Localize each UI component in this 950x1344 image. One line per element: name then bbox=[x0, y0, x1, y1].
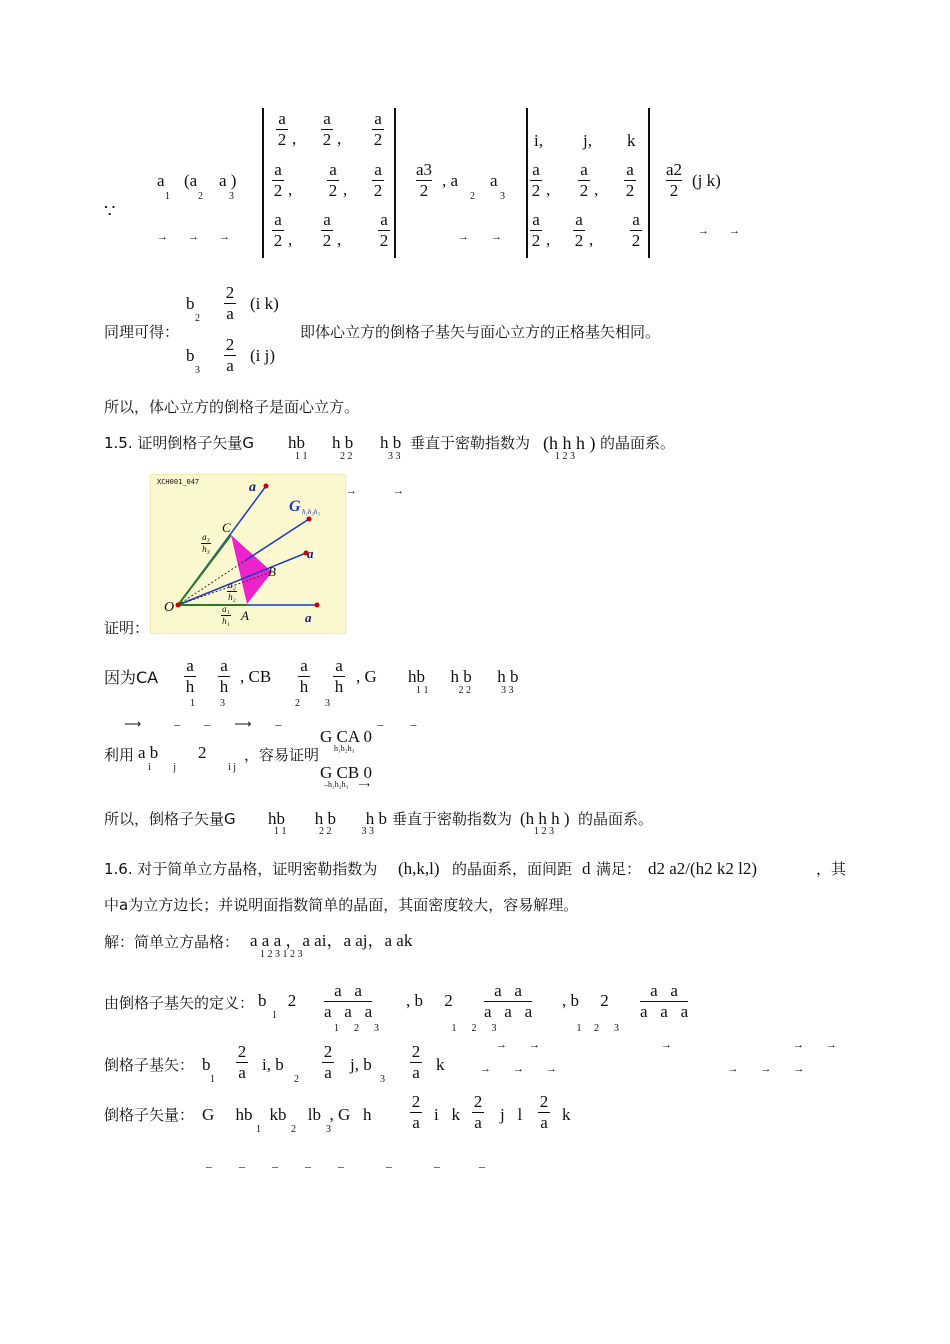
ca-frac2: a h bbox=[219, 656, 229, 696]
det1-r2c1: a 2 bbox=[273, 160, 283, 200]
a-cube-over-2: a3 2 bbox=[416, 160, 433, 200]
p16-line2: 中a为立方边长；并说明面指数简单的晶面，其面密度较大，容易解理。 bbox=[104, 896, 579, 914]
comma: , bbox=[343, 180, 348, 199]
cb-frac2: a h bbox=[334, 656, 344, 696]
recip-i: i, b bbox=[262, 1055, 284, 1074]
det1-left-bar bbox=[262, 108, 264, 258]
label-a1: a bbox=[305, 610, 312, 625]
def-subs: 1 2 3 1 2 3 1 2 3 bbox=[334, 1023, 619, 1034]
det2-r2c1: a 2 bbox=[531, 160, 541, 200]
p15-head: 1.5. 证明倒格子矢量G bbox=[104, 434, 255, 452]
b2-label: b bbox=[186, 294, 195, 313]
recip-frac3: 2 a bbox=[411, 1042, 421, 1082]
conclusion: 所以，体心立方的倒格子是面心立方。 bbox=[104, 398, 360, 416]
label-O: O bbox=[164, 600, 175, 615]
det1-r1c1: a 2 bbox=[277, 109, 287, 149]
origin-point bbox=[176, 603, 181, 608]
label-a3: a bbox=[249, 480, 256, 495]
comma-g: , G bbox=[356, 667, 377, 686]
arrow-row-2: →→ bbox=[458, 231, 524, 243]
g-tip bbox=[307, 517, 312, 522]
label-A: A bbox=[241, 608, 249, 623]
because-symbol: ∵ bbox=[104, 201, 116, 221]
so-perp: 垂直于密勒指数为 bbox=[392, 810, 513, 828]
def-frac3: a a a a a bbox=[640, 981, 689, 1021]
def-b1-sub: 1 bbox=[272, 1010, 277, 1021]
p16-d: d bbox=[582, 859, 591, 878]
def-frac2: a a a a a bbox=[484, 981, 533, 1021]
label-G-sub: h₁h₂h₃ bbox=[302, 508, 320, 516]
recip-b3-sub: 3 bbox=[380, 1074, 385, 1085]
lattice-figure bbox=[150, 474, 346, 634]
frac-a3-h3: a₃ h₃ bbox=[202, 532, 210, 555]
b3-frac: 2 a bbox=[225, 335, 235, 375]
a3-label: a bbox=[490, 171, 498, 190]
b3-label: b bbox=[186, 346, 195, 365]
p15-s33: 3 3 bbox=[388, 451, 401, 462]
p16-line1: 1.6. 对于简单立方晶格，证明密勒指数为 bbox=[104, 860, 378, 878]
a1-sub: 1 bbox=[165, 191, 170, 202]
solution-label: 解：简单立方晶格： bbox=[104, 933, 240, 951]
because-ca: 因为CA bbox=[104, 668, 159, 687]
figure-caption: XCH001_047 bbox=[157, 478, 200, 486]
arrow-row: →→→ bbox=[157, 231, 250, 243]
g-ca-subs: h₁h₂h₃ bbox=[334, 744, 355, 753]
label-G: G bbox=[289, 498, 301, 515]
def-label: 由倒格子基矢的定义： bbox=[104, 994, 255, 1012]
two-delta: 2 bbox=[198, 743, 207, 762]
def-b1: b 2 bbox=[258, 991, 297, 1010]
def-b3: , b 2 bbox=[562, 991, 609, 1010]
det1-r1c3: a 2 bbox=[373, 109, 383, 149]
p15-hb2: h b bbox=[332, 433, 354, 452]
p15-arrows: →→ bbox=[346, 485, 440, 497]
a3-paren: a ) bbox=[219, 171, 237, 190]
similarly-note: 即体心立方的倒格子基矢与面心立方的正格基矢相同。 bbox=[300, 323, 661, 341]
comma: , bbox=[337, 129, 342, 148]
b2-tail: (i k) bbox=[250, 294, 279, 313]
recip-frac2: 2 a bbox=[323, 1042, 333, 1082]
proof-label: 证明： bbox=[104, 619, 150, 637]
det2-k: k bbox=[627, 131, 636, 150]
g-hb-terms: hb h b h b bbox=[408, 667, 519, 686]
comma: , bbox=[589, 230, 594, 249]
p15-hb1: hb bbox=[288, 433, 305, 452]
recip-frac1: 2 a bbox=[237, 1042, 247, 1082]
frac-a2-h2: a₂ h₂ bbox=[228, 580, 236, 603]
recip-vec-frac1: 2 a bbox=[411, 1092, 421, 1132]
p16-tail1: ，其 bbox=[816, 860, 847, 878]
comma: , bbox=[337, 230, 342, 249]
easy-prove: ，容易证明 bbox=[244, 746, 320, 764]
recip-j: j, b bbox=[350, 1055, 372, 1074]
det2-r2c2: a 2 bbox=[579, 160, 589, 200]
solution-expr: a a a ，a ai，a aj，a ak bbox=[250, 931, 413, 950]
det1-r2c3: a 2 bbox=[373, 160, 383, 200]
a-sq-over-2: a2 2 bbox=[666, 160, 683, 200]
det2-r3c1: a 2 bbox=[531, 210, 541, 250]
ai-bj: a b bbox=[138, 743, 159, 762]
recip-b1: b bbox=[202, 1055, 211, 1074]
comma: , bbox=[288, 230, 293, 249]
comma: , bbox=[594, 180, 599, 199]
det2-r3c2: a 2 bbox=[574, 210, 584, 250]
a2-sub: 2 bbox=[198, 191, 203, 202]
delta-ij: i j bbox=[228, 762, 237, 773]
recip-vec-i: i k bbox=[434, 1105, 460, 1124]
p16-hkl: (h,k,l) bbox=[398, 859, 440, 878]
similarly-label: 同理可得： bbox=[104, 323, 180, 341]
a2-sub-right: 2 bbox=[470, 191, 475, 202]
so-label: 所以，倒格子矢量G bbox=[104, 810, 236, 828]
det1-r1c2: a 2 bbox=[322, 109, 332, 149]
label-B: B bbox=[268, 564, 276, 579]
det2-r3c3: a 2 bbox=[631, 210, 641, 250]
recip-vec-label: 倒格子矢量： bbox=[104, 1106, 195, 1124]
arrow-row-4: ⟶ – – ⟶ – – – bbox=[124, 717, 417, 731]
recip-arrows: →→→ →→→ bbox=[480, 1063, 827, 1075]
recip-vec-expr: G hb kb lb , G h bbox=[202, 1105, 372, 1124]
p16-formula: d2 a2/(h2 k2 l2) bbox=[648, 859, 758, 878]
recip-vec-arrows: – – – – – – – – bbox=[206, 1159, 485, 1173]
g-vector bbox=[246, 519, 309, 560]
recip-vec-k: k bbox=[562, 1105, 571, 1124]
det1-r3c1: a 2 bbox=[273, 210, 283, 250]
recip-b2-sub: 2 bbox=[294, 1074, 299, 1085]
a2-paren: (a bbox=[184, 171, 198, 190]
def-b2: , b 2 bbox=[406, 991, 453, 1010]
so-hhh: (h h h ) bbox=[520, 809, 570, 828]
p15-mid: 垂直于密勒指数为 bbox=[410, 434, 531, 452]
p15-hhh: (h h h ) bbox=[543, 433, 596, 453]
def-arrows: →→ → →→ bbox=[496, 1039, 859, 1051]
recip-k: k bbox=[436, 1055, 445, 1074]
p15-hsubs: 1 2 3 bbox=[555, 451, 575, 462]
a1-label: a bbox=[157, 171, 165, 190]
recip-vec-j: j l bbox=[500, 1105, 523, 1124]
frac-a1-h1: a₁ h₁ bbox=[222, 604, 230, 627]
det2-left-bar bbox=[526, 108, 528, 258]
b3-tail: (i j) bbox=[250, 346, 276, 365]
a2-label: , a bbox=[442, 171, 459, 190]
p15-tail: 的晶面系。 bbox=[600, 434, 676, 452]
g-hb-subs: 1 1 2 2 3 3 bbox=[416, 685, 514, 696]
ij-subs: i j bbox=[148, 762, 177, 773]
recip-label: 倒格子基矢： bbox=[104, 1056, 195, 1074]
a3-sub: 3 bbox=[229, 191, 234, 202]
p16-line1b: 的晶面系，面间距 bbox=[452, 860, 573, 878]
det2-r2c3: a 2 bbox=[625, 160, 635, 200]
g-ca-zero: G CA 0 bbox=[320, 727, 372, 746]
label-C: C bbox=[222, 520, 231, 535]
so-hsubs: 1 2 3 bbox=[534, 826, 554, 837]
recip-vec-frac2: 2 a bbox=[473, 1092, 483, 1132]
j-k-paren: (j k) bbox=[692, 171, 721, 190]
det2-i: i, bbox=[534, 131, 543, 150]
det1-r3c3: a 2 bbox=[379, 210, 389, 250]
arrow-row-3: →→ bbox=[698, 225, 760, 237]
a1-tip bbox=[315, 603, 320, 608]
so-hb-terms: hb h b h b bbox=[268, 809, 387, 828]
label-a2: a bbox=[307, 546, 314, 561]
det2-right-bar bbox=[648, 108, 650, 258]
b2-frac: 2 a bbox=[225, 283, 235, 323]
comma: , bbox=[288, 180, 293, 199]
p16-satisfy: 满足： bbox=[596, 860, 642, 878]
recip-vec-subs: 1 2 3 bbox=[256, 1124, 331, 1135]
recip-vec-frac3: 2 a bbox=[539, 1092, 549, 1132]
frac-subs: 1 3 2 3 bbox=[190, 698, 330, 709]
def-frac1: a a a a a bbox=[324, 981, 373, 1021]
p15-hb3: h b bbox=[380, 433, 402, 452]
g-cb-zero: G CB 0 bbox=[320, 763, 372, 782]
so-hb-subs: 1 1 2 2 3 3 bbox=[274, 826, 374, 837]
det2-j: j, bbox=[583, 131, 592, 150]
a3-tip bbox=[264, 484, 269, 489]
comma: , bbox=[546, 230, 551, 249]
ca-frac1: a h bbox=[185, 656, 195, 696]
solution-subs: 1 2 3 1 2 3 bbox=[260, 949, 303, 960]
g-cb-subs: –h₁h₂h₃ ⟶ bbox=[324, 780, 370, 789]
p15-s11: 1 1 bbox=[295, 451, 308, 462]
cb-frac1: a h bbox=[299, 656, 309, 696]
det1-r3c2: a 2 bbox=[322, 210, 332, 250]
recip-b1-sub: 1 bbox=[210, 1074, 215, 1085]
b2-sub: 2 bbox=[195, 313, 200, 324]
comma-cb: , CB bbox=[240, 667, 272, 686]
det1-r2c2: a 2 bbox=[328, 160, 338, 200]
so-tail: 的晶面系。 bbox=[578, 810, 654, 828]
det1-right-bar bbox=[394, 108, 396, 258]
a3-sub-right: 3 bbox=[500, 191, 505, 202]
p15-s22: 2 2 bbox=[340, 451, 353, 462]
b3-sub: 3 bbox=[195, 365, 200, 376]
comma: , bbox=[292, 129, 297, 148]
comma: , bbox=[546, 180, 551, 199]
use-label: 利用 bbox=[104, 746, 135, 764]
